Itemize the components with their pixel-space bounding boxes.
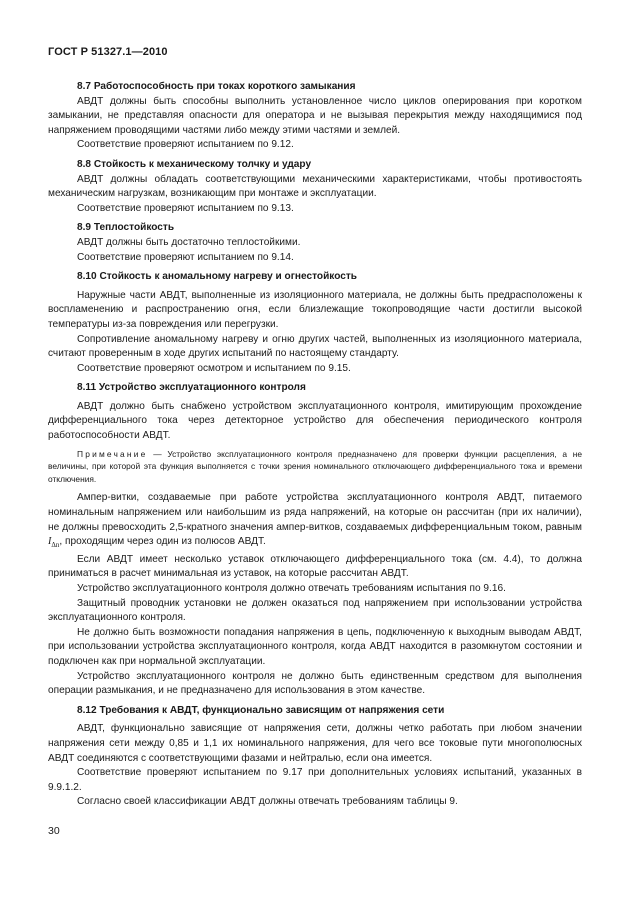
section-8-11-paragraph-5: Защитный проводник установки не должен оказаться под напряжением при использовании устройства эксплуатационного контроля. bbox=[48, 597, 582, 624]
standard-header: ГОСТ Р 51327.1—2010 bbox=[48, 46, 168, 58]
section-8-9-compliance: Соответствие проверяют испытанием по 9.14. bbox=[77, 251, 294, 263]
paragraph-text-end: , проходящим через один из полюсов АВДТ. bbox=[59, 536, 266, 548]
section-8-7-paragraph: АВДТ должны быть способны выполнить установленное число циклов оперирования при коротком замыкании, не представляя опасности для оператора и не вызывая перекрытия между находящимися под напряжением проводящими частями либо между этими частями и землей. bbox=[48, 95, 582, 136]
section-8-11-paragraph-1: АВДТ должно быть снабжено устройством эксплуатационного контроля, имитирующим прохождение дифференциального тока через детекторное устройство для обеспечения периодического контроля работоспособности АВДТ. bbox=[48, 400, 582, 442]
section-8-10-compliance: Соответствие проверяют осмотром и испытанием по 9.15. bbox=[77, 362, 351, 374]
section-8-10-paragraph-2: Сопротивление аномальному нагреву и огню других частей, выполненных из изоляционного материала, считают проверенным в ходе других испытаний по настоящему стандарту. bbox=[48, 333, 582, 360]
current-symbol: $I_{\Delta n}$ bbox=[48, 536, 60, 550]
section-8-12-paragraph-1: АВДТ, функционально зависящие от напряжения сети, должны четко работать при любом значении напряжения сети между 0,85 и 1,1 их номинального напряжения, для чего все токовые пути многополюсных АВДТ соединяются с соответствующими фазами и нейтралью, если она имеется. bbox=[48, 723, 582, 764]
section-8-8-paragraph: АВДТ должны обладать соответствующими механическими характеристиками, чтобы противостоять механическим нагрузкам, возникающим при монтаже и эксплуатации. bbox=[48, 173, 582, 200]
note-label: Примечание bbox=[77, 448, 148, 459]
section-8-12-heading: 8.12 Требования к АВДТ, функционально зависящим от напряжения сети bbox=[77, 704, 445, 716]
section-8-11-heading: 8.11 Устройство эксплуатационного контроля bbox=[77, 382, 306, 394]
document-body bbox=[48, 80, 582, 810]
section-8-11-paragraph-3: Если АВДТ имеет несколько уставок отключающего дифференциального тока (см. 4.4), то должна приниматься в расчет минимальная из уставок, на которые рассчитан АВДТ. bbox=[48, 553, 582, 580]
note-text: — Устройство эксплуатационного контроля предназначено для проверки функции расцепления, а не величины, при которой эта функция выполняется с точки зрения номинального отключающего дифференциального тока и времени отключения. bbox=[48, 448, 582, 484]
section-8-9-paragraph: АВДТ должны быть достаточно теплостойкими. bbox=[77, 236, 301, 248]
section-8-11-paragraph-2 bbox=[48, 491, 582, 552]
section-8-7-compliance: Соответствие проверяют испытанием по 9.12. bbox=[77, 139, 294, 151]
section-8-8-compliance: Соответствие проверяют испытанием по 9.13. bbox=[77, 202, 294, 214]
section-8-10-heading: 8.10 Стойкость к аномальному нагреву и огнестойкость bbox=[77, 271, 358, 283]
section-8-10-paragraph-1: Наружные части АВДТ, выполненные из изоляционного материала, не должны быть предрасположены к воспламенению и распространению огня, если близлежащие токопроводящие части достигли высокой температуры из-за повреждения или перегрузки. bbox=[48, 289, 582, 330]
section-8-12-compliance: Соответствие проверяют испытанием по 9.17 при дополнительных условиях испытаний, указанных в 9.9.1.2. bbox=[48, 767, 582, 793]
page-number: 30 bbox=[48, 825, 60, 837]
section-8-7-heading: 8.7 Работоспособность при токах короткого замыкания bbox=[77, 81, 356, 92]
section-8-11-note bbox=[48, 448, 582, 486]
section-8-8-heading: 8.8 Стойкость к механическому толчку и удару bbox=[77, 158, 312, 170]
section-8-12-paragraph-3: Согласно своей классификации АВДТ должны отвечать требованиям таблицы 9. bbox=[77, 796, 458, 808]
section-8-11-paragraph-7: Устройство эксплуатационного контроля не должно быть единственным средством для выполнения операции размыкания, и не предназначено для использования в этом качестве. bbox=[48, 670, 582, 697]
section-8-11-paragraph-6: Не должно быть возможности попадания напряжения в цепь, подключенную к выходным выводам АВДТ, при использовании устройства эксплуатационного контроля, когда АВДТ находится в разомкнутом состоянии и подключен как при нормальной эксплуатации. bbox=[48, 626, 582, 667]
section-8-11-paragraph-4: Устройство эксплуатационного контроля должно отвечать требованиям испытания по 9.16. bbox=[77, 583, 506, 595]
paragraph-text: Ампер-витки, создаваемые при работе устройства эксплуатационного контроля АВДТ, питаемого номинальным напряжением или наибольшим из ряда напряжений, на которые он рассчитан (при их наличии), не должны превосходить 2,5-кратного значения ампер-витков, создаваемых дифференциальным током, равным bbox=[48, 492, 582, 533]
section-8-9-heading: 8.9 Теплостойкость bbox=[77, 222, 175, 234]
